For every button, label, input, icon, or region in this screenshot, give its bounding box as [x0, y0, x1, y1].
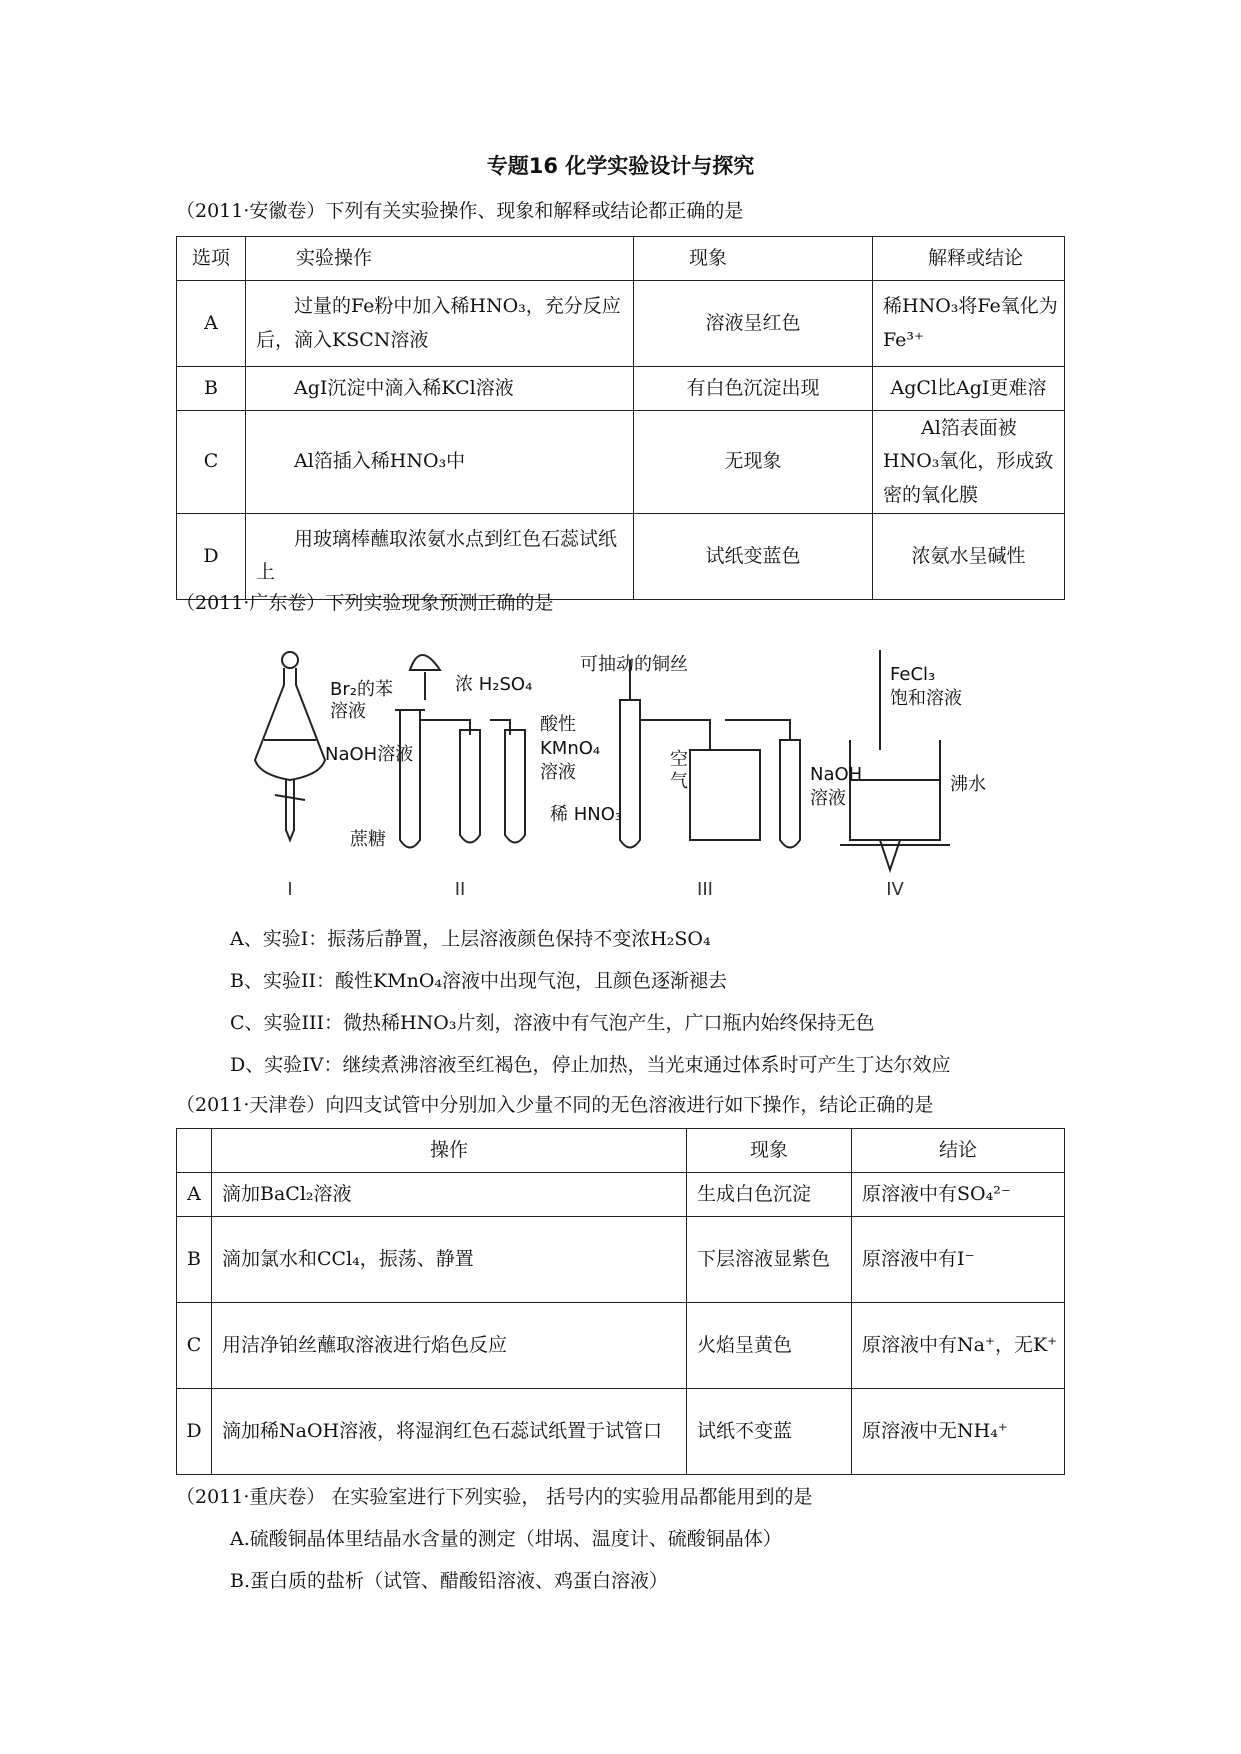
operation-cell: 用洁净铂丝蘸取溶液进行焰色反应	[212, 1303, 687, 1389]
label-conc-h2so4: 浓 H₂SO₄	[455, 674, 533, 695]
q4-stem: （2011·重庆卷） 在实验室进行下列实验， 括号内的实验用品都能用到的是	[176, 1486, 813, 1508]
operation-cell: 过量的Fe粉中加入稀HNO₃，充分反应后，滴入KSCN溶液	[246, 281, 634, 367]
table-row	[177, 281, 1065, 367]
table-header-row	[177, 237, 1065, 281]
q3-table	[176, 1128, 1065, 1475]
table-row	[177, 1389, 1065, 1475]
apparatus-figure	[250, 640, 1070, 900]
label-acidic: 酸性	[540, 714, 576, 735]
conclusion-cell: Al箔表面被HNO₃氧化，形成致密的氧化膜	[873, 411, 1065, 514]
label-saturated-solution: 饱和溶液	[890, 688, 962, 709]
phenomenon-cell: 试纸变蓝色	[634, 513, 873, 599]
phenomenon-cell: 试纸不变蓝	[687, 1389, 852, 1475]
table-header-cell: 操作	[212, 1129, 687, 1173]
option-cell: D	[177, 1389, 212, 1475]
phenomenon-cell: 溶液呈红色	[634, 281, 873, 367]
q1-stem: （2011·安徽卷）下列有关实验操作、现象和解释或结论都正确的是	[176, 200, 744, 222]
table-header-cell: 选项	[177, 237, 246, 281]
label-naoh: NaOH	[810, 764, 863, 785]
q2-stem: （2011·广东卷）下列实验现象预测正确的是	[176, 592, 554, 614]
label-fecl3: FeCl₃	[890, 664, 936, 685]
table-row	[177, 513, 1065, 599]
option-cell: C	[177, 411, 246, 514]
label-copper-wire: 可抽动的铜丝	[580, 654, 688, 675]
q3-stem: （2011·天津卷）向四支试管中分别加入少量不同的无色溶液进行如下操作，结论正确的是	[176, 1094, 934, 1116]
numeral-iii: III	[697, 879, 713, 900]
table-row	[177, 367, 1065, 411]
conclusion-cell: 原溶液中有I⁻	[852, 1217, 1065, 1303]
conclusion-cell: 原溶液中有SO₄²⁻	[852, 1173, 1065, 1217]
operation-cell: 用玻璃棒蘸取浓氨水点到红色石蕊试纸上	[246, 513, 634, 599]
phenomenon-cell: 下层溶液显紫色	[687, 1217, 852, 1303]
table-header-cell: 现象	[687, 1129, 852, 1173]
table-row	[177, 1173, 1065, 1217]
table-header-cell: 实验操作	[246, 237, 634, 281]
operation-cell: Al箔插入稀HNO₃中	[246, 411, 634, 514]
label-naoh-solution-2: 溶液	[810, 788, 846, 809]
option-cell: A	[177, 1173, 212, 1217]
operation-cell: 滴加BaCl₂溶液	[212, 1173, 687, 1217]
label-air: 空	[670, 749, 688, 770]
phenomenon-cell: 无现象	[634, 411, 873, 514]
label-kmno4: KMnO₄	[540, 738, 601, 759]
q1-table	[176, 236, 1065, 600]
operation-cell: 滴加稀NaOH溶液，将湿润红色石蕊试纸置于试管口	[212, 1389, 687, 1475]
conclusion-cell: AgCl比AgI更难溶	[873, 367, 1065, 411]
q4-option-b: B.蛋白质的盐析（试管、醋酸铅溶液、鸡蛋白溶液）	[230, 1570, 669, 1592]
conclusion-cell: 浓氨水呈碱性	[873, 513, 1065, 599]
option-cell: D	[177, 513, 246, 599]
option-cell: B	[177, 1217, 212, 1303]
table-row	[177, 411, 1065, 514]
phenomenon-cell: 有白色沉淀出现	[634, 367, 873, 411]
label-sucrose: 蔗糖	[350, 829, 386, 850]
conclusion-cell: 原溶液中无NH₄⁺	[852, 1389, 1065, 1475]
phenomenon-cell: 火焰呈黄色	[687, 1303, 852, 1389]
label-boiling-water: 沸水	[950, 774, 986, 795]
phenomenon-cell: 生成白色沉淀	[687, 1173, 852, 1217]
label-naoh-solution: NaOH溶液	[325, 744, 414, 765]
operation-cell: AgI沉淀中滴入稀KCl溶液	[246, 367, 634, 411]
table-header-row	[177, 1129, 1065, 1173]
page-title: 专题16 化学实验设计与探究	[486, 154, 755, 178]
table-header-cell: 现象	[634, 237, 873, 281]
table-row	[177, 1303, 1065, 1389]
q2-option-b: B、实验II：酸性KMnO₄溶液中出现气泡，且颜色逐渐褪去	[230, 970, 728, 992]
label-br2-solution: 溶液	[330, 701, 366, 722]
operation-cell: 滴加氯水和CCl₄，振荡、静置	[212, 1217, 687, 1303]
option-cell: B	[177, 367, 246, 411]
conclusion-cell: 原溶液中有Na⁺，无K⁺	[852, 1303, 1065, 1389]
numeral-iv: IV	[886, 879, 904, 900]
option-cell: C	[177, 1303, 212, 1389]
q4-option-a: A.硫酸铜晶体里结晶水含量的测定（坩埚、温度计、硫酸铜晶体）	[230, 1528, 782, 1550]
label-br2: Br₂的苯	[330, 679, 393, 700]
label-dilute-hno3: 稀 HNO₃	[550, 804, 623, 825]
table-row	[177, 1217, 1065, 1303]
label-kmno4-solution: 溶液	[540, 762, 576, 783]
q2-option-d: D、实验IV：继续煮沸溶液至红褐色，停止加热，当光束通过体系时可产生丁达尔效应	[230, 1054, 951, 1076]
table-header-cell: 解释或结论	[873, 237, 1065, 281]
separatory-funnel-icon	[255, 652, 325, 840]
conclusion-cell: 稀HNO₃将Fe氧化为Fe³⁺	[873, 281, 1065, 367]
table-header-cell	[177, 1129, 212, 1173]
numeral-ii: II	[454, 879, 466, 900]
q2-option-c: C、实验III：微热稀HNO₃片刻，溶液中有气泡产生，广口瓶内始终保持无色	[230, 1012, 875, 1034]
table-header-cell: 结论	[852, 1129, 1065, 1173]
copper-wire-setup-icon	[620, 660, 800, 848]
q2-option-a: A、实验I：振荡后静置，上层溶液颜色保持不变浓H₂SO₄	[230, 928, 711, 950]
option-cell: A	[177, 281, 246, 367]
label-air-2: 气	[670, 771, 688, 792]
numeral-i: I	[287, 879, 293, 900]
